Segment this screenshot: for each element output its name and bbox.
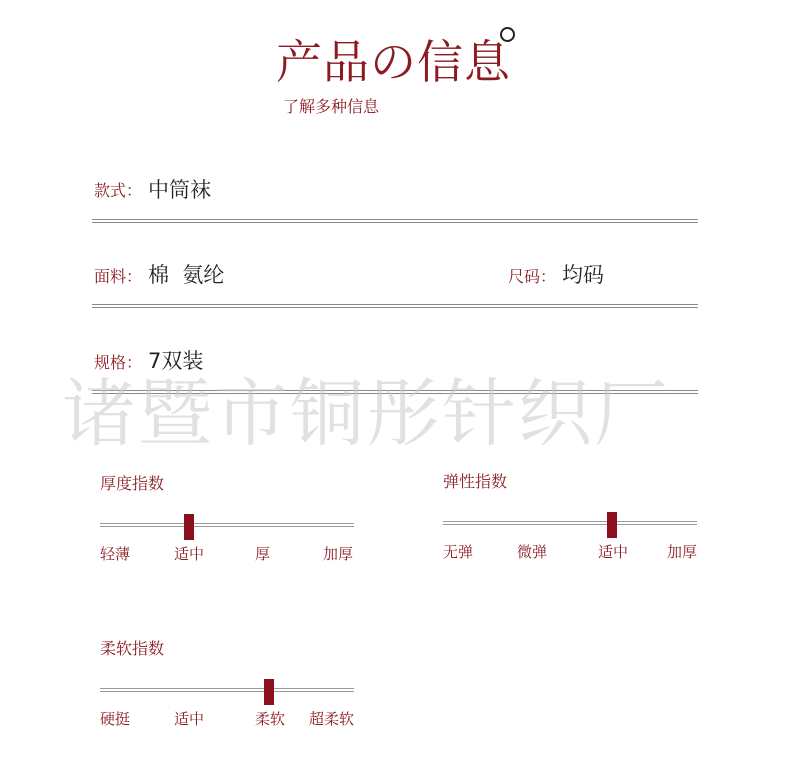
material-label: 面料： [94,267,143,286]
page-subtitle: 了解多种信息 [283,97,380,116]
softness-tick: 超柔软 [309,710,355,728]
size-value: 均码 [562,263,604,287]
softness-scale-marker [264,679,274,705]
elasticity-tick: 适中 [598,543,629,561]
size-label: 尺码： [508,267,557,286]
softness-tick: 适中 [174,710,205,728]
divider [92,304,698,308]
softness-scale-title: 柔软指数 [100,639,165,658]
elasticity-tick: 无弹 [443,543,474,561]
circle-icon [500,27,515,42]
softness-tick: 硬挺 [100,710,131,728]
divider [92,219,698,223]
softness-tick: 柔软 [255,710,286,728]
style-value: 中筒袜 [148,178,211,202]
elasticity-scale-track [443,521,697,525]
thickness-scale-marker [184,514,194,540]
thickness-scale-title: 厚度指数 [100,474,165,493]
watermark: 诸暨市铜彤针织厂 [62,371,670,457]
elasticity-scale-marker [607,512,617,538]
style-label: 款式： [94,181,143,200]
pack-label: 规格： [94,353,143,372]
material-value: 棉 氨纶 [148,263,225,287]
thickness-tick: 厚 [255,545,271,563]
elasticity-scale-title: 弹性指数 [443,472,508,491]
page-title: 产品の信息 [276,35,511,89]
elasticity-tick: 加厚 [667,543,698,561]
softness-scale-track [100,688,354,692]
thickness-tick: 加厚 [323,545,354,563]
thickness-scale-track [100,523,354,527]
thickness-tick: 轻薄 [100,545,131,563]
thickness-tick: 适中 [174,545,205,563]
pack-value: 7双装 [148,349,204,373]
elasticity-tick: 微弹 [517,543,548,561]
